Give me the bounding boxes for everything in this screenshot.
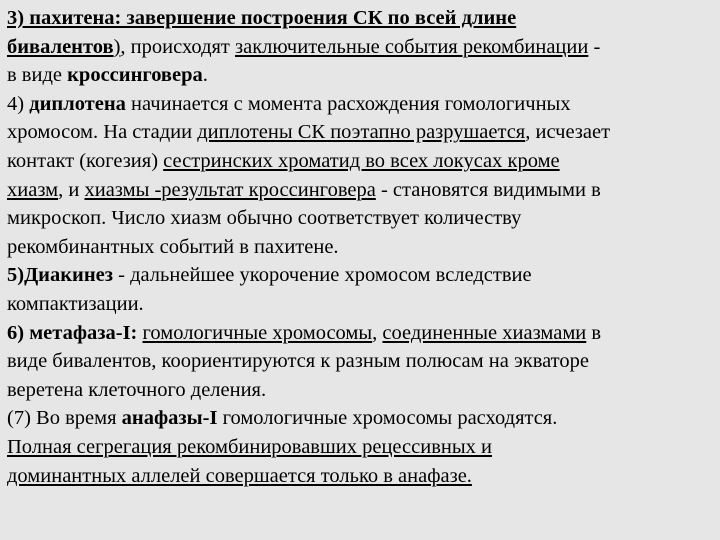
text-run: , и xyxy=(58,178,85,201)
bold-term: 6) метафаза-I: xyxy=(7,321,138,344)
text-run: начинается с момента расхождения гомологичных xyxy=(125,92,571,115)
text-line xyxy=(7,204,715,233)
text-line xyxy=(7,319,715,348)
text-line xyxy=(7,90,715,119)
text-line xyxy=(7,118,715,147)
text-line xyxy=(7,462,715,491)
text-line xyxy=(7,33,715,62)
text-run: в xyxy=(586,321,602,344)
underlined-phrase: заключительные события рекомбинации xyxy=(235,35,589,58)
text-line xyxy=(7,433,715,462)
underlined-phrase: сестринских хроматид во всех локусах кроме xyxy=(163,149,560,172)
text-run: компактизации. xyxy=(7,292,144,315)
underlined-phrase: диплотены СК поэтапно разрушается xyxy=(197,121,526,144)
text-run: микроскоп. Число хиазм обычно соответствует количеству xyxy=(7,207,522,230)
text-line xyxy=(7,261,715,290)
text-run: в виде xyxy=(7,64,68,87)
text-run: виде бивалентов, коориентируются к разным полюсам на экваторе xyxy=(7,350,589,373)
text-line xyxy=(7,376,715,405)
text-run: - становятся видимыми в xyxy=(375,178,601,201)
text-run: веретена клеточного деления. xyxy=(7,378,267,401)
bold-term: бивалентов xyxy=(7,35,114,58)
text-line xyxy=(7,290,715,319)
text-line xyxy=(7,176,715,205)
bold-term: кроссинговера xyxy=(67,64,203,87)
text-line xyxy=(7,61,715,90)
underlined-phrase: гомологичные хромосомы xyxy=(142,321,373,344)
text-run: - xyxy=(588,35,601,58)
underlined-phrase: доминантных аллелей совершается только в анафазе. xyxy=(7,464,472,487)
text-line xyxy=(7,233,715,262)
underlined-phrase: хиазм xyxy=(7,178,59,201)
text-run: , происходят xyxy=(120,35,236,58)
bold-term: анафазы-I xyxy=(121,407,218,430)
text-line xyxy=(7,4,715,33)
text-run: , исчезает xyxy=(525,121,611,144)
bold-term: диплотена xyxy=(29,92,126,115)
text-run: рекомбинантных событий в пахитене. xyxy=(7,235,339,258)
text-line xyxy=(7,347,715,376)
text-run: 4) xyxy=(7,92,30,115)
text-run: хромосом. На стадии xyxy=(7,121,198,144)
underlined-phrase: соединенные хиазмами xyxy=(382,321,587,344)
text-run: - дальнейшее укорочение хромосом вследствие xyxy=(113,264,532,287)
text-run: . xyxy=(202,64,208,87)
bold-term: 3) пахитена: завершение построения СК по всей длине xyxy=(7,7,517,29)
text-line xyxy=(7,147,715,176)
text-line xyxy=(7,404,715,433)
underlined-phrase: ) xyxy=(113,35,121,58)
underlined-phrase: Полная сегрегация рекомбинировавших рецессивных и xyxy=(7,435,492,458)
slide-text-body xyxy=(7,4,715,490)
text-run: контакт (когезия) xyxy=(7,149,164,172)
bold-term: 5)Диакинез xyxy=(7,264,114,287)
underlined-phrase: хиазмы -результат кроссинговера xyxy=(84,178,376,201)
text-run: гомологичные хромосомы расходятся. xyxy=(217,407,558,430)
text-run: (7) Во время xyxy=(7,407,122,430)
text-run: , xyxy=(372,321,383,344)
